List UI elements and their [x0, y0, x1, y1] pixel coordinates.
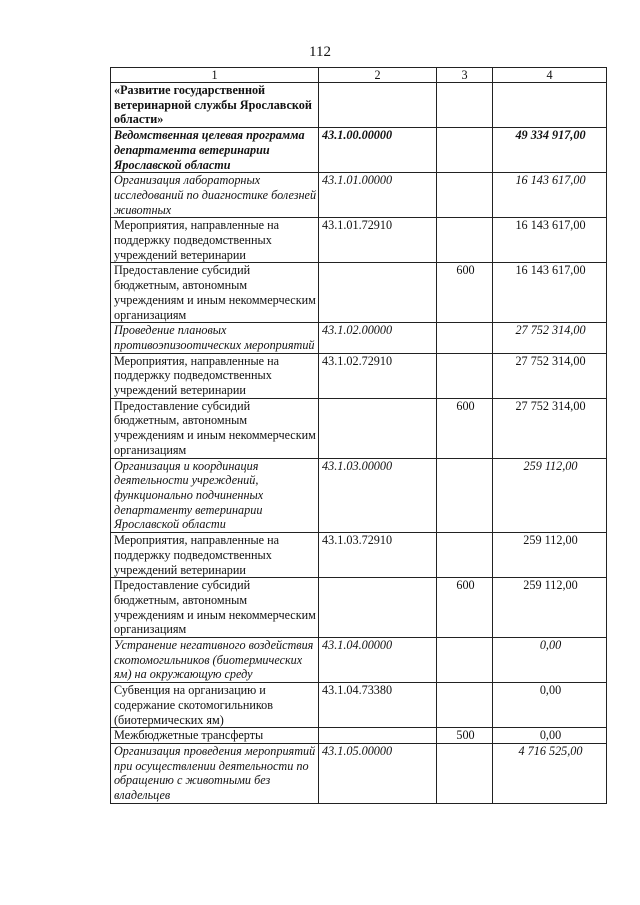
row-sum: 16 143 617,00 [493, 263, 607, 323]
table-row [111, 458, 607, 533]
table-row [111, 398, 607, 458]
row-name: Устранение негативного воздействия скотомогильников (биотермических ям) на окружающую среду [111, 638, 319, 683]
row-sum: 0,00 [493, 638, 607, 683]
column-header-1: 1 [111, 68, 319, 83]
row-sum: 16 143 617,00 [493, 173, 607, 218]
row-expense-type [437, 638, 493, 683]
row-name: «Развитие государственной ветеринарной службы Ярославской области» [111, 83, 319, 128]
row-name: Проведение плановых противоэпизоотических мероприятий [111, 323, 319, 353]
page-number: 112 [309, 44, 331, 60]
row-expense-type [437, 128, 493, 173]
row-name: Ведомственная целевая программа департамента ветеринарии Ярославской области [111, 128, 319, 173]
row-name: Субвенция на организацию и содержание скотомогильников (биотермических ям) [111, 683, 319, 728]
table-row [111, 353, 607, 398]
row-code [319, 263, 437, 323]
row-sum: 49 334 917,00 [493, 128, 607, 173]
row-sum: 259 112,00 [493, 458, 607, 533]
row-sum: 259 112,00 [493, 578, 607, 638]
row-code [319, 83, 437, 128]
row-sum: 259 112,00 [493, 533, 607, 578]
table-row [111, 728, 607, 744]
row-expense-type [437, 173, 493, 218]
row-expense-type [437, 83, 493, 128]
row-expense-type: 600 [437, 398, 493, 458]
table-header-row [111, 68, 607, 83]
table-row [111, 218, 607, 263]
row-sum: 27 752 314,00 [493, 323, 607, 353]
table-row [111, 173, 607, 218]
table-row [111, 578, 607, 638]
row-name: Предоставление субсидий бюджетным, автономным учреждениям и иным некоммерческим организациям [111, 398, 319, 458]
row-name: Организация и координация деятельности учреждений, функционально подчиненных департаменту ветеринарии Ярославской области [111, 458, 319, 533]
row-expense-type [437, 323, 493, 353]
row-code: 43.1.04.73380 [319, 683, 437, 728]
row-sum: 0,00 [493, 683, 607, 728]
row-code [319, 398, 437, 458]
table-row [111, 533, 607, 578]
row-name: Предоставление субсидий бюджетным, автономным учреждениям и иным некоммерческим организациям [111, 263, 319, 323]
row-name: Организация лабораторных исследований по диагностике болезней животных [111, 173, 319, 218]
row-expense-type [437, 683, 493, 728]
column-header-3: 3 [437, 68, 493, 83]
row-expense-type: 600 [437, 263, 493, 323]
table-row [111, 263, 607, 323]
row-name: Межбюджетные трансферты [111, 728, 319, 744]
row-sum: 16 143 617,00 [493, 218, 607, 263]
row-sum: 27 752 314,00 [493, 353, 607, 398]
table-row [111, 83, 607, 128]
row-sum: 0,00 [493, 728, 607, 744]
row-sum [493, 83, 607, 128]
row-name: Мероприятия, направленные на поддержку подведомственных учреждений ветеринарии [111, 533, 319, 578]
column-header-2: 2 [319, 68, 437, 83]
row-sum: 27 752 314,00 [493, 398, 607, 458]
table-row [111, 323, 607, 353]
row-expense-type [437, 533, 493, 578]
row-code: 43.1.01.72910 [319, 218, 437, 263]
row-expense-type: 600 [437, 578, 493, 638]
column-header-4: 4 [493, 68, 607, 83]
table-row [111, 683, 607, 728]
table-row [111, 128, 607, 173]
row-sum: 4 716 525,00 [493, 743, 607, 803]
row-code: 43.1.05.00000 [319, 743, 437, 803]
row-code: 43.1.01.00000 [319, 173, 437, 218]
row-name: Мероприятия, направленные на поддержку подведомственных учреждений ветеринарии [111, 218, 319, 263]
row-code: 43.1.04.00000 [319, 638, 437, 683]
row-code [319, 578, 437, 638]
row-name: Предоставление субсидий бюджетным, автономным учреждениям и иным некоммерческим организациям [111, 578, 319, 638]
row-code [319, 728, 437, 744]
budget-table [110, 67, 607, 804]
table-row [111, 638, 607, 683]
row-name: Организация проведения мероприятий при осуществлении деятельности по обращению с животными без владельцев [111, 743, 319, 803]
row-code: 43.1.03.72910 [319, 533, 437, 578]
row-code: 43.1.03.00000 [319, 458, 437, 533]
row-code: 43.1.02.00000 [319, 323, 437, 353]
row-name: Мероприятия, направленные на поддержку подведомственных учреждений ветеринарии [111, 353, 319, 398]
row-code: 43.1.00.00000 [319, 128, 437, 173]
row-expense-type: 500 [437, 728, 493, 744]
row-expense-type [437, 458, 493, 533]
row-code: 43.1.02.72910 [319, 353, 437, 398]
row-expense-type [437, 218, 493, 263]
table-row [111, 743, 607, 803]
row-expense-type [437, 743, 493, 803]
row-expense-type [437, 353, 493, 398]
